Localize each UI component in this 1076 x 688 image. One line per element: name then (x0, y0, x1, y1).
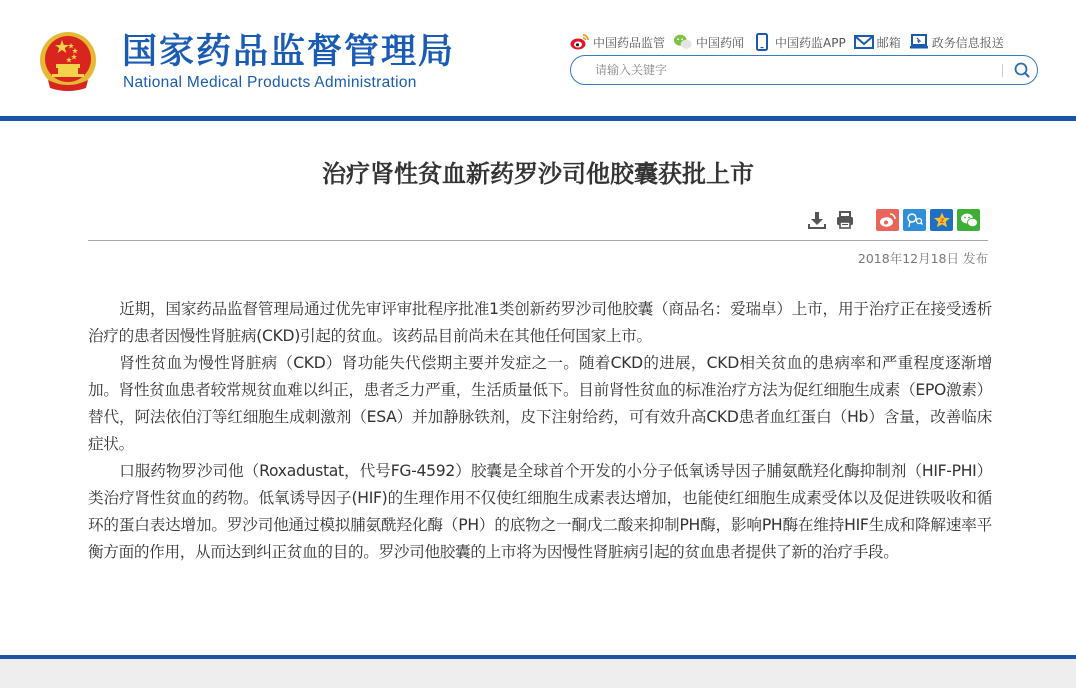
publish-date: 2018年12月18日 发布 (857, 251, 988, 266)
national-emblem-icon[interactable] (38, 30, 98, 94)
share-qq-button[interactable] (930, 209, 953, 231)
wechat-share-icon (960, 212, 978, 228)
article-paragraph: 近期，国家药品监督管理局通过优先审评审批程序批准1类创新药罗沙司他胶囊（商品名：爱瑞卓）上市，用于治疗正在接受透析治疗的患者因慢性肾脏病(CKD)引起的贫血。该药品目前尚未在其他任何国家上市。 (88, 300, 992, 345)
share-buttons (876, 209, 984, 231)
top-link-label: 中国药监APP (775, 35, 846, 50)
print-icon (835, 210, 855, 230)
logo-title-cn[interactable]: 国家药品监督管理局 (122, 32, 456, 72)
search-box (570, 55, 1038, 85)
top-link-label: 中国药品监管 (593, 35, 666, 50)
article-tools (806, 209, 862, 231)
footer (0, 659, 1076, 688)
top-links (570, 32, 1012, 52)
search-button[interactable] (1012, 60, 1032, 80)
top-link-weibo[interactable] (570, 33, 665, 51)
top-link-label: 中国药闻 (696, 35, 745, 50)
wechat-icon (673, 33, 693, 51)
site-header (0, 0, 1076, 116)
article-paragraph: 口服药物罗沙司他（Roxadustat，代号FG-4592）胶囊是全球首个开发的小分子低氧诱导因子脯氨酰羟化酶抑制剂（HIF-PHI）类治疗肾性贫血的药物。低氧诱导因子(HIF)的生理作用不仅使红细胞生成素表达增加，也能使红细胞生成素受体以及促进铁吸收和循环的蛋白表达增加。罗沙司他通过模拟脯氨酰羟化酶（PH）的底物之一酮戊二酸来抑制PH酶，影响PH酶在维持HIF生成和降解速率平衡方面的作用，从而达到纠正贫血的目的。罗沙司他胶囊的上市将为因慢性肾脏病引起的贫血患者提供了新的治疗手段。 (88, 462, 992, 561)
monitor-icon (909, 33, 929, 51)
top-link-wechat[interactable] (673, 33, 744, 51)
search-input[interactable] (595, 60, 995, 80)
print-button[interactable] (834, 209, 856, 231)
search-icon (1012, 60, 1032, 80)
top-link-label: 政务信息报送 (931, 35, 1004, 50)
weibo-icon (570, 33, 590, 51)
article-title: 治疗肾性贫血新药罗沙司他胶囊获批上市 (322, 160, 754, 188)
top-link-app[interactable] (752, 33, 846, 51)
download-icon (807, 210, 827, 230)
header-accent-bar (0, 116, 1076, 121)
article-paragraph: 肾性贫血为慢性肾脏病（CKD）肾功能失代偿期主要并发症之一。随着CKD的进展，CKD相关贫血的患病率和严重程度逐渐增加。肾性贫血患者较常规贫血难以纠正，患者乏力严重，生活质量低下。目前肾性贫血的标准治疗方法为促红细胞生成素（EPO激素）替代，阿法依伯汀等红细胞生成刺激剂（ESA）并加静脉铁剂，皮下注射给药，可有效升高CKD患者血红蛋白（Hb）含量，改善临床症状。 (88, 354, 992, 453)
article-body (88, 296, 992, 566)
title-divider (88, 240, 988, 241)
qzone-share-icon (906, 212, 924, 228)
logo-title-en[interactable]: National Medical Products Administration (123, 74, 417, 91)
weibo-share-icon (879, 212, 897, 228)
share-qzone-button[interactable] (903, 209, 926, 231)
qq-star-share-icon (933, 212, 951, 228)
share-weibo-button[interactable] (876, 209, 899, 231)
top-link-label: 邮箱 (876, 35, 901, 50)
top-link-mail[interactable] (854, 33, 901, 51)
share-wechat-button[interactable] (957, 209, 980, 231)
top-link-report[interactable] (909, 33, 1004, 51)
mobile-icon (752, 33, 772, 51)
mail-icon (854, 33, 874, 51)
svg-text:Z: Z (939, 218, 944, 225)
search-separator (1002, 64, 1003, 77)
download-button[interactable] (806, 209, 828, 231)
